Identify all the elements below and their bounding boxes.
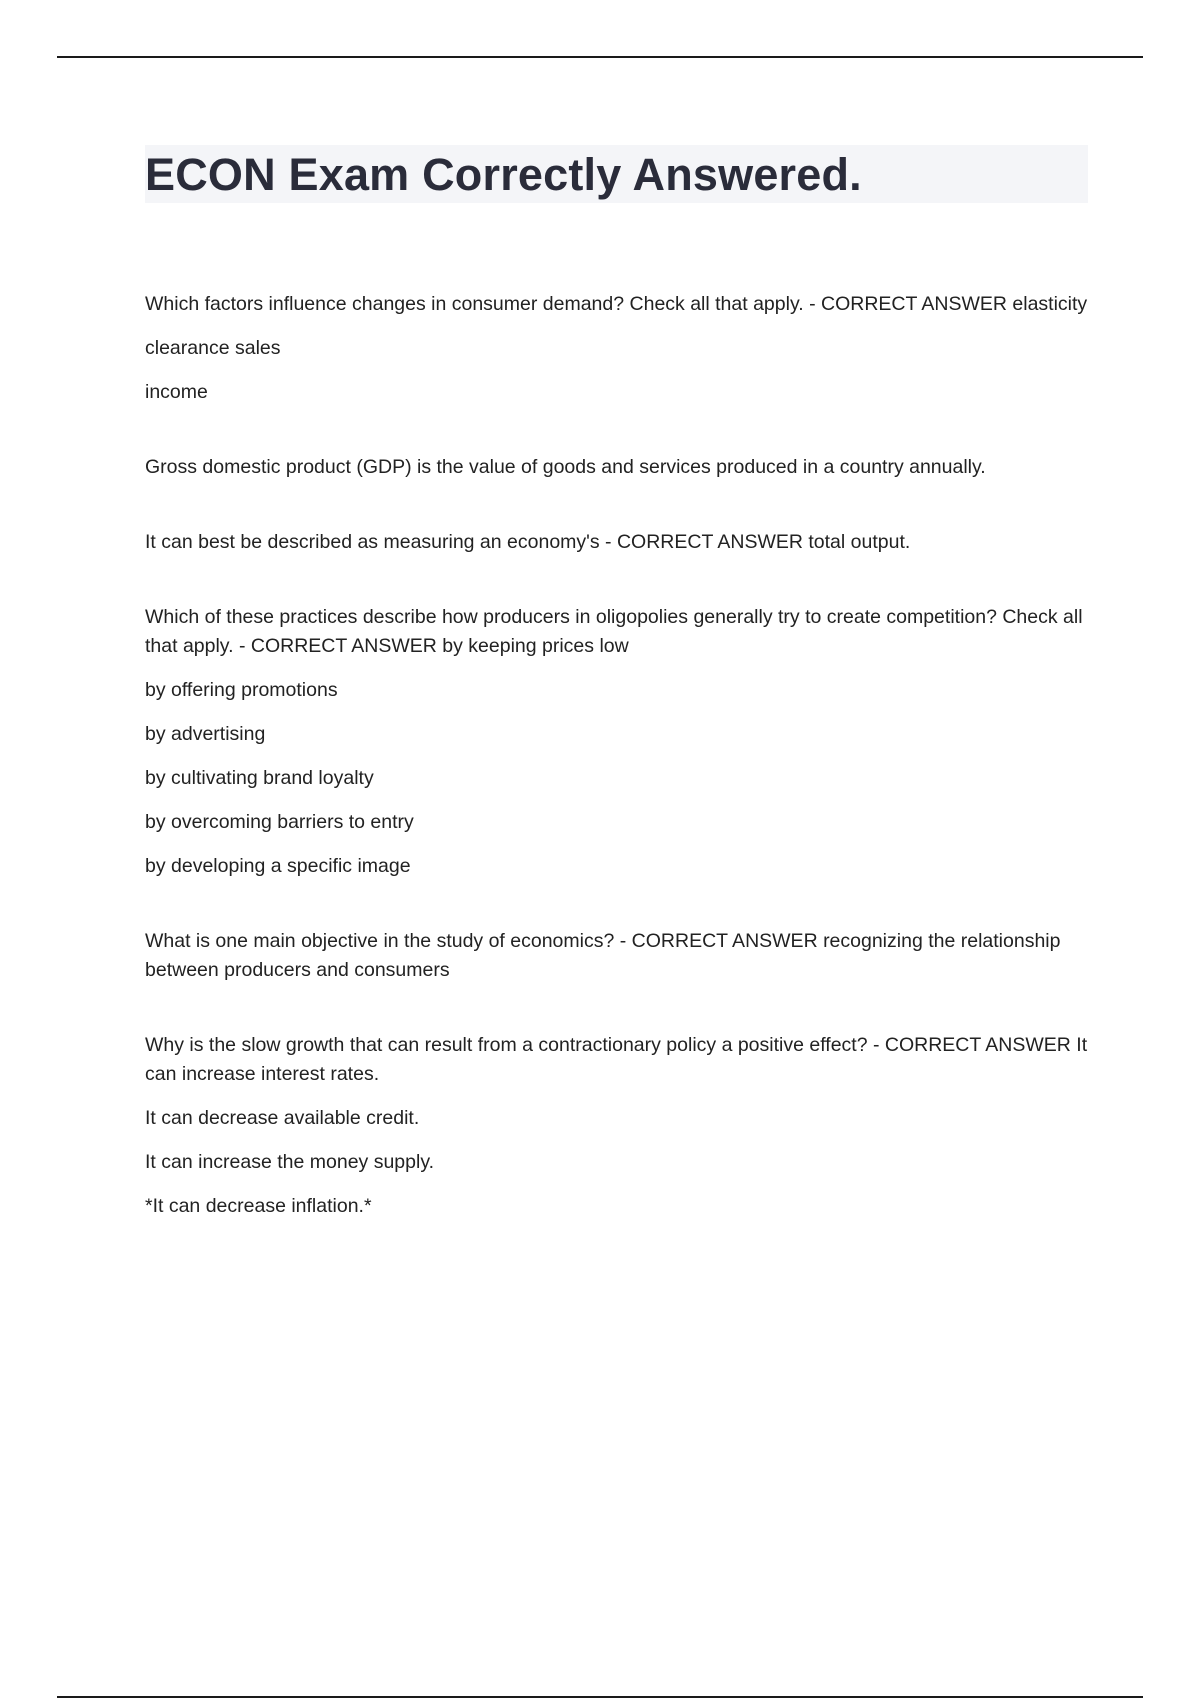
question-paragraph: Gross domestic product (GDP) is the value of goods and services produced in a country annually. bbox=[145, 456, 986, 478]
qa-block-consumer-demand bbox=[145, 290, 1090, 407]
answer-option: by advertising bbox=[145, 723, 266, 745]
title-banner bbox=[145, 145, 1088, 203]
question-paragraph: It can best be described as measuring an economy's - CORRECT ANSWER total output. bbox=[145, 531, 911, 553]
answer-option: *It can decrease inflation.* bbox=[145, 1195, 372, 1217]
qa-block-economics-objective bbox=[145, 927, 1090, 985]
qa-block-contractionary-policy bbox=[145, 1031, 1090, 1221]
answer-option: by offering promotions bbox=[145, 679, 338, 701]
qa-list bbox=[145, 290, 1090, 1221]
answer-option: It can increase the money supply. bbox=[145, 1151, 435, 1173]
qa-block-oligopolies bbox=[145, 603, 1090, 881]
answer-option: by developing a specific image bbox=[145, 855, 411, 877]
qa-block-gdp-definition bbox=[145, 453, 1090, 482]
answer-option: It can decrease available credit. bbox=[145, 1107, 420, 1129]
qa-block-gdp-measure bbox=[145, 528, 1090, 557]
document-body bbox=[145, 145, 1090, 1267]
answer-option: income bbox=[145, 381, 208, 403]
bottom-rule bbox=[57, 1696, 1143, 1698]
question-paragraph: Why is the slow growth that can result from a contractionary policy a positive effect? - CORRECT ANSWER It can increase interest rates. bbox=[145, 1034, 1088, 1085]
question-paragraph: Which of these practices describe how producers in oligopolies generally try to create competition? Check all that apply. - CORRECT ANSWER by keeping prices low bbox=[145, 606, 1083, 657]
top-rule bbox=[57, 56, 1143, 58]
answer-option: clearance sales bbox=[145, 337, 281, 359]
question-paragraph: What is one main objective in the study of economics? - CORRECT ANSWER recognizing the relationship between producers and consumers bbox=[145, 930, 1061, 981]
question-paragraph: Which factors influence changes in consumer demand? Check all that apply. - CORRECT ANSWER elasticity bbox=[145, 293, 1088, 315]
document-title: ECON Exam Correctly Answered. bbox=[145, 148, 862, 200]
answer-option: by cultivating brand loyalty bbox=[145, 767, 374, 789]
answer-option: by overcoming barriers to entry bbox=[145, 811, 414, 833]
